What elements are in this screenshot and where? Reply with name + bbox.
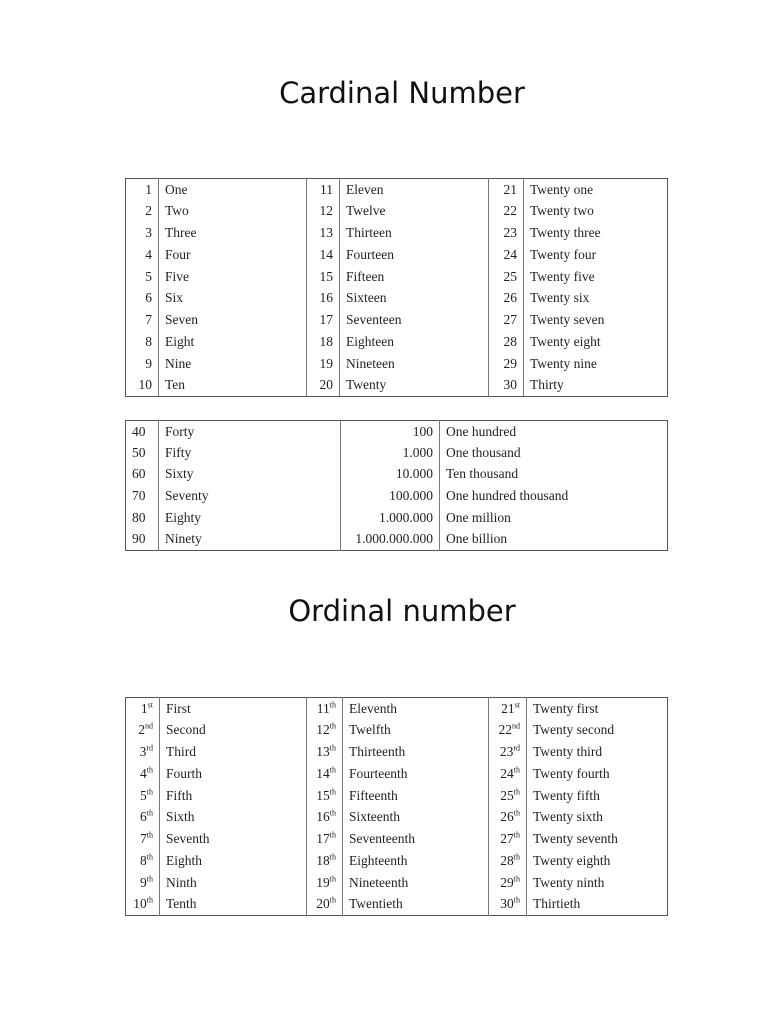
number-value: 2 <box>138 722 145 738</box>
number-value: 1.000 <box>402 444 433 460</box>
number-cell <box>307 200 340 222</box>
number-cell <box>489 850 527 872</box>
number-cell <box>126 719 160 741</box>
number-value: 14 <box>319 246 333 262</box>
word-cell: Third <box>160 741 307 763</box>
number-value: 17 <box>319 312 333 328</box>
number-cell <box>307 287 340 309</box>
ordinal-suffix: th <box>329 700 336 710</box>
ordinal-number-heading: Ordinal number <box>288 594 516 628</box>
number-value: 80 <box>132 509 146 525</box>
word-cell: Twenty first <box>533 700 599 716</box>
number-cell <box>126 287 159 309</box>
word-cell: Twenty seventh <box>533 831 618 847</box>
number-cell <box>126 442 159 464</box>
number-value: 7 <box>140 831 147 847</box>
number-value: 27 <box>500 831 514 847</box>
word-cell: Four <box>159 244 307 266</box>
number-cell <box>307 894 343 916</box>
number-value: 40 <box>132 423 146 439</box>
number-value: 26 <box>503 290 517 306</box>
word-cell: Fifteen <box>340 266 489 288</box>
number-value: 18 <box>316 852 330 868</box>
ordinal-suffix: th <box>513 787 520 797</box>
number-value: 70 <box>132 488 146 504</box>
number-value: 15 <box>316 787 330 803</box>
word-cell: Thirteen <box>340 222 489 244</box>
number-value: 18 <box>319 333 333 349</box>
number-value: 8 <box>145 333 152 349</box>
word-cell: Sixteenth <box>343 806 489 828</box>
table-row <box>126 266 668 288</box>
ordinal-suffix: rd <box>146 743 153 753</box>
word-cell: Fifth <box>160 785 307 807</box>
number-cell <box>126 806 160 828</box>
number-value: 100.000 <box>389 488 433 504</box>
ordinal-suffix: th <box>329 852 336 862</box>
number-value: 9 <box>145 355 152 371</box>
word-cell: Second <box>160 719 307 741</box>
word-cell: Seventeen <box>340 309 489 331</box>
number-cell <box>489 179 524 201</box>
number-cell <box>126 309 159 331</box>
word-cell: Three <box>159 222 307 244</box>
table-row <box>126 331 668 353</box>
number-cell <box>489 763 527 785</box>
table-row <box>126 741 668 763</box>
word-cell: Sixteen <box>340 287 489 309</box>
number-value: 6 <box>140 809 147 825</box>
cardinal-number-heading: Cardinal Number <box>279 76 525 110</box>
word-cell: Thirteenth <box>343 741 489 763</box>
number-value: 60 <box>132 466 146 482</box>
number-cell <box>126 741 160 763</box>
number-cell <box>489 287 524 309</box>
word-cell: Eighty <box>159 507 341 529</box>
word-cell: Fourth <box>160 763 307 785</box>
table-row <box>126 485 668 507</box>
word-cell: Twenty seven <box>530 312 605 328</box>
number-cell <box>307 375 340 397</box>
number-cell <box>489 331 524 353</box>
word-cell: Forty <box>159 421 341 443</box>
number-value: 23 <box>503 224 517 240</box>
ordinal-suffix: rd <box>513 743 520 753</box>
ordinal-suffix: st <box>514 700 520 710</box>
number-cell <box>307 806 343 828</box>
number-value: 29 <box>503 355 517 371</box>
ordinal-suffix: th <box>146 852 153 862</box>
number-cell <box>489 894 527 916</box>
number-value: 1 <box>145 181 152 197</box>
number-value: 20 <box>319 377 333 393</box>
word-cell: Twenty ninth <box>533 874 605 890</box>
number-value: 2 <box>145 203 152 219</box>
number-value: 90 <box>132 531 146 547</box>
number-cell <box>307 763 343 785</box>
word-cell: Twelfth <box>343 719 489 741</box>
number-value: 8 <box>140 852 147 868</box>
table-row <box>126 244 668 266</box>
number-value: 17 <box>316 831 330 847</box>
number-cell <box>126 850 160 872</box>
number-cell <box>307 741 343 763</box>
word-cell: Fifty <box>159 442 341 464</box>
number-value: 12 <box>319 203 333 219</box>
number-value: 25 <box>500 787 514 803</box>
word-cell: Twenty three <box>530 224 601 240</box>
word-cell: Twelve <box>340 200 489 222</box>
number-cell <box>341 528 440 550</box>
number-value: 14 <box>316 765 330 781</box>
number-value: 24 <box>503 246 517 262</box>
table-row <box>126 850 668 872</box>
table-row <box>126 464 668 486</box>
number-value: 28 <box>503 333 517 349</box>
word-cell: Thirty <box>530 377 564 393</box>
ordinal-suffix: th <box>329 765 336 775</box>
word-cell: Eleventh <box>343 698 489 720</box>
word-cell: One hundred thousand <box>446 488 569 504</box>
word-cell: Ten <box>159 375 307 397</box>
word-cell: Seven <box>159 309 307 331</box>
number-cell <box>126 244 159 266</box>
number-cell <box>489 698 527 720</box>
number-cell <box>126 528 159 550</box>
word-cell: Twenty six <box>530 290 590 306</box>
number-cell <box>341 485 440 507</box>
number-cell <box>489 266 524 288</box>
ordinal-suffix: th <box>513 874 520 884</box>
number-value: 50 <box>132 444 146 460</box>
number-cell <box>126 828 160 850</box>
number-value: 30 <box>503 377 517 393</box>
number-cell <box>307 872 343 894</box>
number-cell <box>126 872 160 894</box>
large-numbers-table <box>125 420 668 551</box>
word-cell: Twenty fourth <box>533 765 610 781</box>
word-cell: Twenty eighth <box>533 852 611 868</box>
number-cell <box>126 222 159 244</box>
number-value: 25 <box>503 268 517 284</box>
number-value: 21 <box>503 181 517 197</box>
number-cell <box>307 850 343 872</box>
word-cell: Fourteenth <box>343 763 489 785</box>
table-row <box>126 698 668 720</box>
word-cell: Ninth <box>160 872 307 894</box>
number-cell <box>307 698 343 720</box>
word-cell: Nine <box>159 353 307 375</box>
number-value: 11 <box>320 181 333 197</box>
word-cell: Eighth <box>160 850 307 872</box>
number-cell <box>489 309 524 331</box>
number-value: 3 <box>139 743 147 759</box>
number-value: 7 <box>145 312 152 328</box>
ordinal-suffix: th <box>146 765 153 775</box>
number-value: 13 <box>319 224 333 240</box>
number-value: 1.000.000 <box>379 509 433 525</box>
ordinal-suffix: th <box>146 830 153 840</box>
number-cell <box>489 872 527 894</box>
table-row <box>126 894 668 916</box>
table-row <box>126 763 668 785</box>
word-cell: Twenty four <box>530 246 597 262</box>
table-row <box>126 528 668 550</box>
word-cell: Fourteen <box>340 244 489 266</box>
number-value: 19 <box>316 874 330 890</box>
ordinal-suffix: st <box>147 700 153 710</box>
ordinal-suffix: th <box>329 743 336 753</box>
ordinal-suffix: th <box>329 874 336 884</box>
table-row <box>126 287 668 309</box>
word-cell: Tenth <box>160 894 307 916</box>
word-cell: Eleven <box>340 179 489 201</box>
number-cell <box>126 507 159 529</box>
word-cell: Nineteenth <box>343 872 489 894</box>
number-cell <box>489 806 527 828</box>
word-cell: One billion <box>446 531 508 547</box>
number-value: 11 <box>316 700 330 716</box>
number-cell <box>341 442 440 464</box>
ordinal-suffix: th <box>329 895 336 905</box>
number-value: 29 <box>500 874 514 890</box>
number-value: 20 <box>316 896 330 912</box>
word-cell: Twentieth <box>343 894 489 916</box>
number-cell <box>307 222 340 244</box>
number-cell <box>489 719 527 741</box>
number-value: 100 <box>412 423 433 439</box>
word-cell: Twenty eight <box>530 333 601 349</box>
ordinal-suffix: th <box>329 808 336 818</box>
ordinal-suffix: th <box>513 830 520 840</box>
number-value: 22 <box>503 203 517 219</box>
ordinal-numbers-table <box>125 697 668 916</box>
table-row <box>126 222 668 244</box>
number-cell <box>126 353 159 375</box>
number-value: 16 <box>319 290 333 306</box>
number-cell <box>489 222 524 244</box>
word-cell: First <box>160 698 307 720</box>
table-row <box>126 421 668 443</box>
table-row <box>126 872 668 894</box>
word-cell: Twenty fifth <box>533 787 600 803</box>
table-row <box>126 309 668 331</box>
number-value: 10.000 <box>395 466 433 482</box>
number-cell <box>307 331 340 353</box>
ordinal-suffix: th <box>513 765 520 775</box>
number-cell <box>307 353 340 375</box>
table-row <box>126 507 668 529</box>
number-cell <box>307 785 343 807</box>
ordinal-suffix: th <box>329 721 336 731</box>
number-cell <box>489 244 524 266</box>
number-value: 28 <box>500 852 514 868</box>
table-row <box>126 179 668 201</box>
word-cell: Twenty two <box>530 203 594 219</box>
number-value: 6 <box>145 290 152 306</box>
number-cell <box>307 309 340 331</box>
word-cell: Six <box>159 287 307 309</box>
word-cell: Twenty nine <box>530 355 597 371</box>
word-cell: Twenty five <box>530 268 595 284</box>
number-cell <box>341 421 440 443</box>
number-cell <box>489 785 527 807</box>
word-cell: Eighteen <box>340 331 489 353</box>
number-cell <box>126 763 160 785</box>
number-cell <box>126 464 159 486</box>
number-cell <box>307 828 343 850</box>
number-value: 22 <box>498 722 512 738</box>
word-cell: Twenty one <box>530 181 594 197</box>
word-cell: One <box>159 179 307 201</box>
number-cell <box>489 828 527 850</box>
word-cell: Fifteenth <box>343 785 489 807</box>
word-cell: One hundred <box>446 423 517 439</box>
number-cell <box>126 375 159 397</box>
table-row <box>126 785 668 807</box>
number-value: 5 <box>140 787 147 803</box>
word-cell: Sixth <box>160 806 307 828</box>
table-row <box>126 375 668 397</box>
number-value: 30 <box>500 896 514 912</box>
number-value: 1.000.000.000 <box>355 531 433 547</box>
word-cell: Ninety <box>159 528 341 550</box>
table-row <box>126 200 668 222</box>
word-cell: Seventh <box>160 828 307 850</box>
ordinal-suffix: th <box>513 808 520 818</box>
number-cell <box>307 179 340 201</box>
ordinal-suffix: th <box>329 830 336 840</box>
number-value: 19 <box>319 355 333 371</box>
number-value: 15 <box>319 268 333 284</box>
number-cell <box>489 375 524 397</box>
word-cell: Thirtieth <box>533 896 581 912</box>
number-value: 10 <box>138 377 152 393</box>
number-value: 3 <box>145 224 152 240</box>
number-cell <box>307 266 340 288</box>
number-value: 21 <box>501 700 515 716</box>
number-value: 23 <box>499 743 514 759</box>
number-value: 9 <box>140 874 147 890</box>
table-row <box>126 442 668 464</box>
number-cell <box>126 266 159 288</box>
number-cell <box>126 894 160 916</box>
number-cell <box>341 464 440 486</box>
table-row <box>126 353 668 375</box>
word-cell: Sixty <box>159 464 341 486</box>
table-row <box>126 719 668 741</box>
table-row <box>126 806 668 828</box>
number-value: 1 <box>140 700 148 716</box>
number-value: 26 <box>500 809 514 825</box>
word-cell: Five <box>159 266 307 288</box>
number-cell <box>307 719 343 741</box>
number-cell <box>341 507 440 529</box>
word-cell: Seventy <box>159 485 341 507</box>
ordinal-suffix: th <box>146 787 153 797</box>
word-cell: Twenty third <box>533 743 603 759</box>
number-value: 5 <box>145 268 152 284</box>
number-value: 10 <box>133 896 147 912</box>
number-value: 4 <box>145 246 152 262</box>
number-value: 4 <box>140 765 147 781</box>
word-cell: Seventeenth <box>343 828 489 850</box>
number-cell <box>126 785 160 807</box>
number-cell <box>489 200 524 222</box>
word-cell: One thousand <box>446 444 521 460</box>
number-cell <box>489 741 527 763</box>
number-cell <box>126 200 159 222</box>
number-value: 24 <box>500 765 514 781</box>
number-value: 27 <box>503 312 517 328</box>
number-value: 16 <box>316 809 330 825</box>
word-cell: Nineteen <box>340 353 489 375</box>
cardinal-numbers-table <box>125 178 668 397</box>
word-cell: One million <box>446 509 511 525</box>
ordinal-suffix: th <box>146 895 153 905</box>
word-cell: Twenty sixth <box>533 809 603 825</box>
number-cell <box>126 421 159 443</box>
ordinal-suffix: th <box>513 895 520 905</box>
number-value: 12 <box>316 722 330 738</box>
table-row <box>126 828 668 850</box>
ordinal-suffix: nd <box>512 721 520 731</box>
word-cell: Eight <box>159 331 307 353</box>
number-cell <box>126 331 159 353</box>
word-cell: Eighteenth <box>343 850 489 872</box>
ordinal-suffix: th <box>146 808 153 818</box>
number-cell <box>307 244 340 266</box>
word-cell: Twenty <box>340 375 489 397</box>
ordinal-suffix: nd <box>145 721 153 731</box>
ordinal-suffix: th <box>329 787 336 797</box>
number-cell <box>126 179 159 201</box>
number-value: 13 <box>316 743 330 759</box>
number-cell <box>489 353 524 375</box>
number-cell <box>126 485 159 507</box>
ordinal-suffix: th <box>513 852 520 862</box>
word-cell: Twenty second <box>533 722 615 738</box>
word-cell: Ten thousand <box>446 466 519 482</box>
number-cell <box>126 698 160 720</box>
word-cell: Two <box>159 200 307 222</box>
ordinal-suffix: th <box>146 874 153 884</box>
